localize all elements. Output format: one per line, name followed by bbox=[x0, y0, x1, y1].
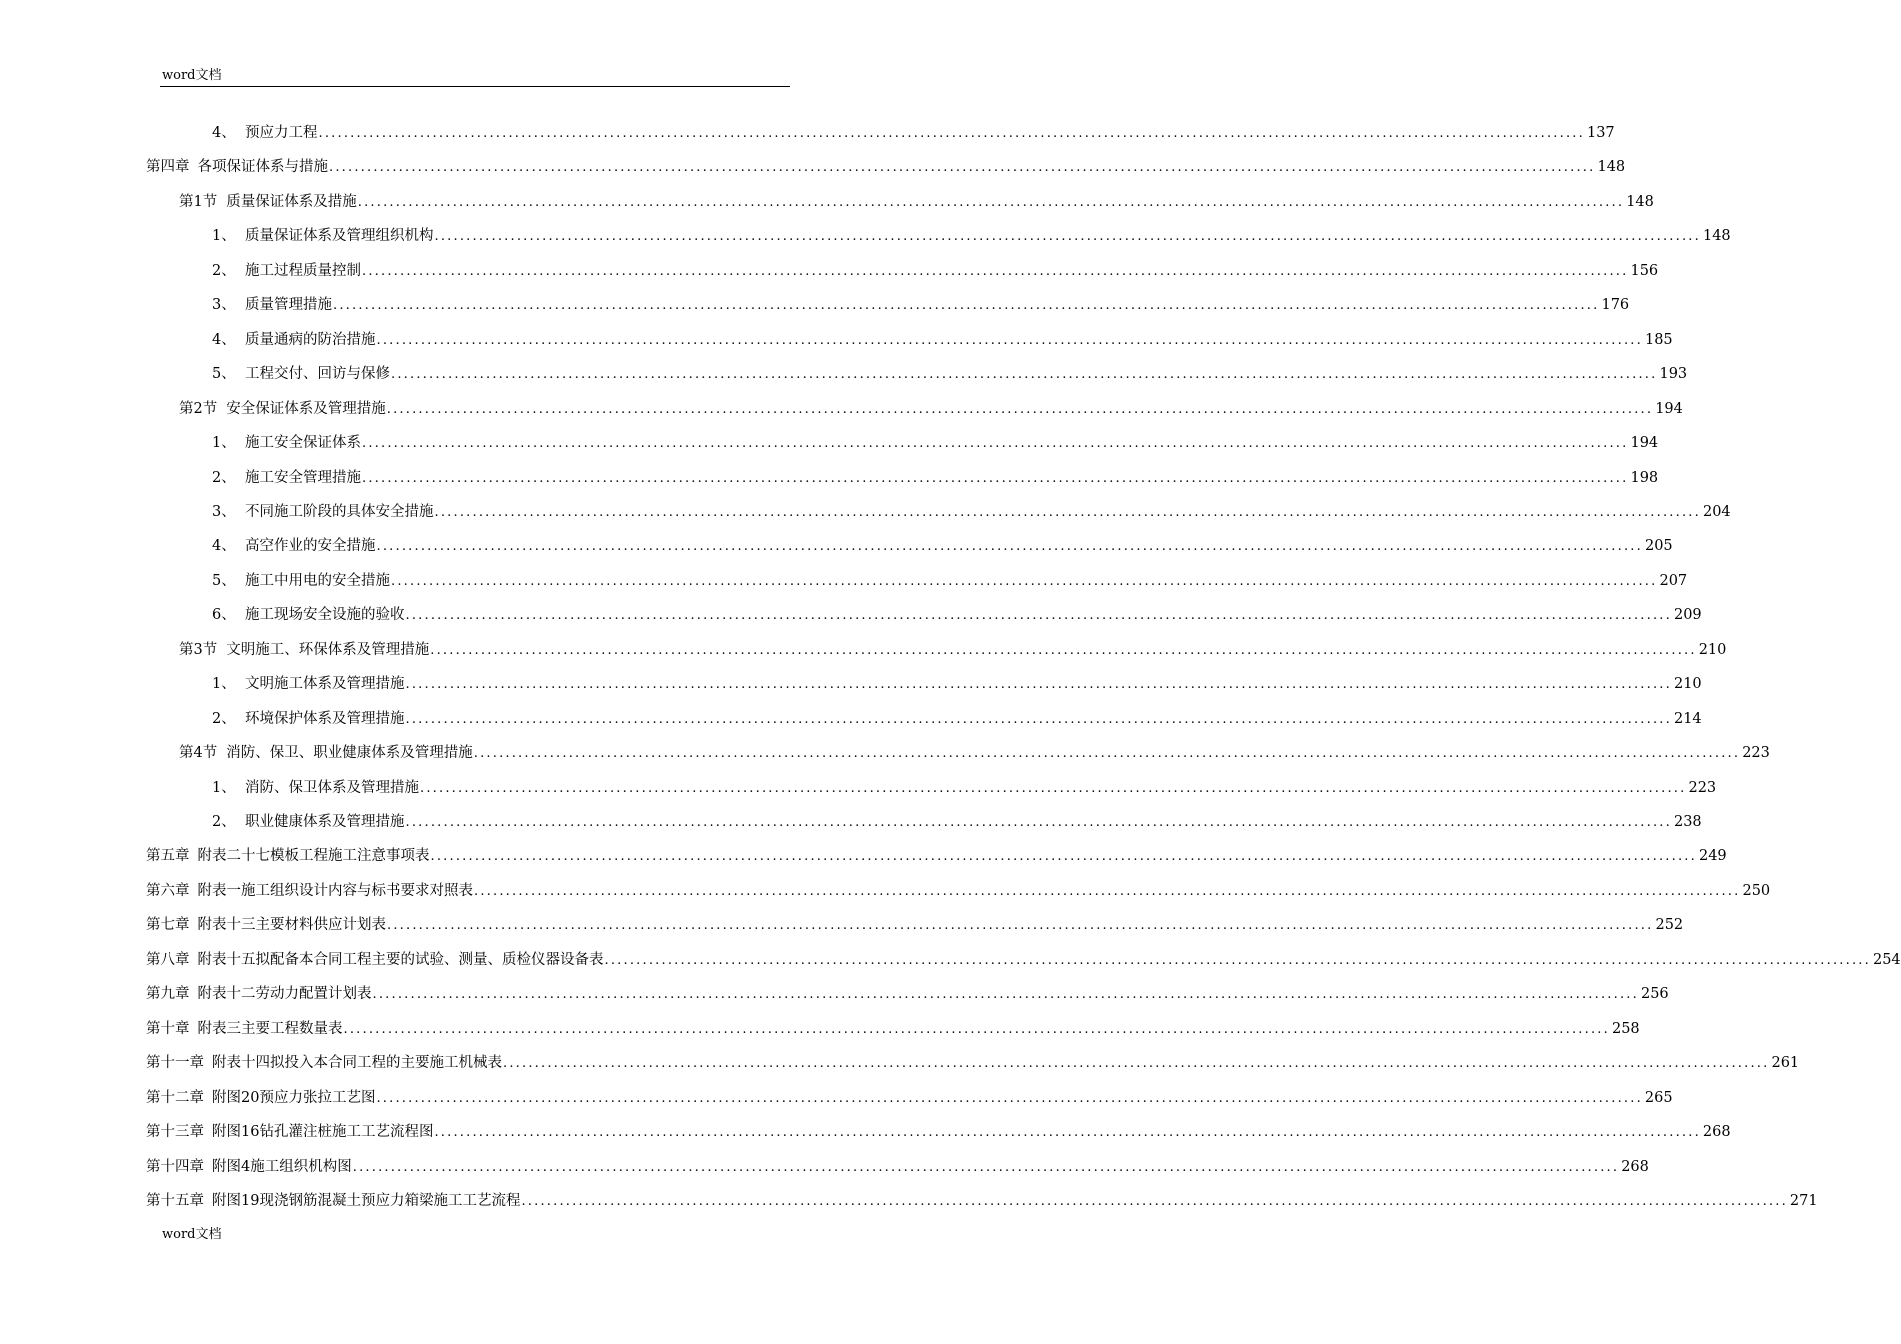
toc-entry-page: 210 bbox=[1698, 642, 1727, 658]
toc-entry-page: 185 bbox=[1644, 332, 1673, 348]
toc-entry[interactable] bbox=[146, 844, 1727, 868]
toc-entry-page: 256 bbox=[1640, 986, 1669, 1002]
toc-entry-number: 第3节 bbox=[179, 642, 218, 658]
toc-entry-number: 第六章 bbox=[146, 883, 190, 899]
toc-entry-title: 质量保证体系及管理组织机构 bbox=[245, 228, 434, 244]
toc-dot-leader: ........................................................................................................................................................................................................ bbox=[372, 987, 1639, 1002]
toc-entry[interactable] bbox=[212, 672, 1702, 696]
toc-entry[interactable] bbox=[212, 293, 1630, 317]
toc-entry-number: 4、 bbox=[212, 332, 236, 348]
toc-entry-title: 附表十三主要材料供应计划表 bbox=[197, 917, 386, 933]
toc-entry[interactable] bbox=[212, 259, 1659, 283]
toc-entry-page: 193 bbox=[1659, 366, 1688, 382]
toc-dot-leader: ........................................................................................................................................................................................................ bbox=[362, 436, 1629, 451]
toc-entry[interactable] bbox=[146, 1189, 1818, 1213]
toc-entry[interactable] bbox=[146, 982, 1669, 1006]
toc-entry[interactable] bbox=[179, 190, 1654, 214]
toc-entry-page: 198 bbox=[1630, 470, 1659, 486]
toc-entry-title: 消防、保卫体系及管理措施 bbox=[245, 780, 419, 796]
toc-dot-leader: ........................................................................................................................................................................................................ bbox=[474, 884, 1741, 899]
toc-dot-leader: ........................................................................................................................................................................................................ bbox=[434, 229, 1701, 244]
toc-dot-leader: ........................................................................................................................................................................................................ bbox=[405, 815, 1672, 830]
toc-entry-number: 2、 bbox=[212, 263, 236, 279]
toc-entry-page: 214 bbox=[1673, 711, 1702, 727]
toc-entry-title: 附表一施工组织设计内容与标书要求对照表 bbox=[197, 883, 473, 899]
toc-entry[interactable] bbox=[212, 431, 1659, 455]
toc-entry-title: 消防、保卫、职业健康体系及管理措施 bbox=[226, 745, 473, 761]
toc-entry-title: 施工过程质量控制 bbox=[245, 263, 361, 279]
toc-entry-title: 附表十二劳动力配置计划表 bbox=[197, 986, 372, 1002]
toc-entry-title: 附表二十七模板工程施工注意事项表 bbox=[197, 848, 430, 864]
toc-entry-number: 1、 bbox=[212, 676, 236, 692]
toc-entry-number: 第1节 bbox=[179, 194, 218, 210]
toc-entry-number: 第2节 bbox=[179, 401, 218, 417]
toc-entry-title: 附表十四拟投入本合同工程的主要施工机械表 bbox=[212, 1055, 502, 1071]
toc-entry-page: 223 bbox=[1688, 780, 1717, 796]
toc-entry[interactable] bbox=[179, 397, 1683, 421]
toc-entry-title: 施工中用电的安全措施 bbox=[245, 573, 390, 589]
toc-entry-title: 安全保证体系及管理措施 bbox=[226, 401, 386, 417]
toc-entry-title: 不同施工阶段的具体安全措施 bbox=[245, 504, 434, 520]
toc-entry[interactable] bbox=[212, 569, 1688, 593]
toc-dot-leader: ........................................................................................................................................................................................................ bbox=[376, 333, 1643, 348]
toc-dot-leader: ........................................................................................................................................................................................................ bbox=[329, 160, 1596, 175]
toc-entry[interactable] bbox=[146, 879, 1771, 903]
toc-dot-leader: ........................................................................................................................................................................................................ bbox=[376, 1091, 1643, 1106]
toc-entry-number: 第十章 bbox=[146, 1021, 190, 1037]
toc-entry-number: 4、 bbox=[212, 538, 236, 554]
toc-entry-number: 第五章 bbox=[146, 848, 190, 864]
toc-entry-number: 第十四章 bbox=[146, 1159, 204, 1175]
toc-entry-page: 271 bbox=[1789, 1193, 1818, 1209]
toc-entry-title: 附图4施工组织机构图 bbox=[212, 1159, 352, 1175]
toc-dot-leader: ........................................................................................................................................................................................................ bbox=[333, 298, 1600, 313]
toc-entry[interactable] bbox=[212, 466, 1659, 490]
header-divider bbox=[160, 86, 790, 87]
toc-entry[interactable] bbox=[212, 224, 1731, 248]
toc-dot-leader: ........................................................................................................................................................................................................ bbox=[391, 367, 1658, 382]
toc-entry-page: 209 bbox=[1673, 607, 1702, 623]
toc-entry-number: 6、 bbox=[212, 607, 236, 623]
toc-entry-number: 1、 bbox=[212, 780, 236, 796]
toc-entry[interactable] bbox=[212, 121, 1615, 145]
toc-entry[interactable] bbox=[146, 1051, 1800, 1075]
toc-entry-number: 第十三章 bbox=[146, 1124, 204, 1140]
toc-entry-page: 265 bbox=[1644, 1090, 1673, 1106]
toc-entry[interactable] bbox=[212, 707, 1702, 731]
toc-entry-title: 施工安全管理措施 bbox=[245, 470, 361, 486]
toc-entry-number: 1、 bbox=[212, 228, 236, 244]
toc-entry[interactable] bbox=[179, 638, 1727, 662]
toc-entry-title: 文明施工、环保体系及管理措施 bbox=[226, 642, 430, 658]
toc-entry-page: 268 bbox=[1702, 1124, 1731, 1140]
toc-entry[interactable] bbox=[179, 741, 1770, 765]
toc-entry-number: 第十五章 bbox=[146, 1193, 204, 1209]
toc-dot-leader: ........................................................................................................................................................................................................ bbox=[430, 849, 1697, 864]
toc-entry[interactable] bbox=[212, 776, 1717, 800]
toc-dot-leader: ........................................................................................................................................................................................................ bbox=[386, 402, 1654, 417]
toc-entry-number: 1、 bbox=[212, 435, 236, 451]
toc-entry-title: 附图19现浇钢筋混凝土预应力箱梁施工工艺流程 bbox=[212, 1193, 521, 1209]
toc-entry-page: 204 bbox=[1702, 504, 1731, 520]
toc-entry-title: 质量通病的防治措施 bbox=[245, 332, 376, 348]
toc-entry-number: 第十二章 bbox=[146, 1090, 204, 1106]
toc-entry-page: 250 bbox=[1742, 883, 1771, 899]
toc-entry-title: 附表三主要工程数量表 bbox=[197, 1021, 343, 1037]
toc-entry[interactable] bbox=[212, 810, 1702, 834]
toc-entry-page: 148 bbox=[1626, 194, 1654, 210]
toc-dot-leader: ........................................................................................................................................................................................................ bbox=[362, 471, 1629, 486]
toc-entry-number: 第八章 bbox=[146, 952, 190, 968]
toc-entry-page: 137 bbox=[1586, 125, 1615, 141]
toc-dot-leader: ........................................................................................................................................................................................................ bbox=[420, 781, 1687, 796]
toc-entry-page: 268 bbox=[1621, 1159, 1649, 1175]
toc-entry[interactable] bbox=[212, 534, 1673, 558]
toc-entry-page: 148 bbox=[1702, 228, 1731, 244]
toc-entry-number: 4、 bbox=[212, 125, 236, 141]
toc-entry-page: 210 bbox=[1673, 676, 1702, 692]
toc-dot-leader: ........................................................................................................................................................................................................ bbox=[430, 643, 1697, 658]
toc-entry-number: 2、 bbox=[212, 814, 236, 830]
toc-entry[interactable] bbox=[146, 1120, 1731, 1144]
toc-entry-page: 258 bbox=[1611, 1021, 1640, 1037]
toc-entry-page: 156 bbox=[1630, 263, 1659, 279]
toc-entry-page: 205 bbox=[1644, 538, 1673, 554]
toc-entry-page: 223 bbox=[1742, 745, 1770, 761]
toc-entry-page: 194 bbox=[1655, 401, 1683, 417]
toc-dot-leader: ........................................................................................................................................................................................................ bbox=[434, 1125, 1701, 1140]
toc-dot-leader: ........................................................................................................................................................................................................ bbox=[434, 505, 1701, 520]
toc-entry[interactable] bbox=[212, 500, 1731, 524]
toc-entry-title: 附图16钻孔灌注桩施工工艺流程图 bbox=[212, 1124, 434, 1140]
toc-entry-number: 2、 bbox=[212, 711, 236, 727]
toc-dot-leader: ........................................................................................................................................................................................................ bbox=[343, 1022, 1610, 1037]
toc-entry-number: 5、 bbox=[212, 573, 236, 589]
toc-entry-title: 环境保护体系及管理措施 bbox=[245, 711, 405, 727]
footer-text: word文档 bbox=[162, 1227, 222, 1242]
toc-dot-leader: ........................................................................................................................................................................................................ bbox=[362, 264, 1629, 279]
toc-entry-title: 附表十五拟配备本合同工程主要的试验、测量、质检仪器设备表 bbox=[197, 952, 604, 968]
toc-entry-number: 第十一章 bbox=[146, 1055, 204, 1071]
toc-entry-number: 2、 bbox=[212, 470, 236, 486]
toc-dot-leader: ........................................................................................................................................................................................................ bbox=[473, 746, 1741, 761]
toc-entry-title: 质量管理措施 bbox=[245, 297, 332, 313]
toc-entry-title: 施工安全保证体系 bbox=[245, 435, 361, 451]
toc-entry-number: 第4节 bbox=[179, 745, 218, 761]
toc-dot-leader: ........................................................................................................................................................................................................ bbox=[318, 126, 1585, 141]
toc-entry[interactable] bbox=[146, 948, 1901, 972]
toc-entry-page: 238 bbox=[1673, 814, 1702, 830]
toc-entry-page: 261 bbox=[1771, 1055, 1800, 1071]
toc-entry[interactable] bbox=[212, 603, 1702, 627]
toc-dot-leader: ........................................................................................................................................................................................................ bbox=[405, 677, 1672, 692]
toc-entry-title: 工程交付、回访与保修 bbox=[245, 366, 390, 382]
toc-entry-page: 252 bbox=[1655, 917, 1684, 933]
toc-dot-leader: ........................................................................................................................................................................................................ bbox=[391, 574, 1658, 589]
toc-entry[interactable] bbox=[146, 1086, 1673, 1110]
toc-dot-leader: ........................................................................................................................................................................................................ bbox=[405, 712, 1672, 727]
toc-entry-page: 176 bbox=[1601, 297, 1630, 313]
toc-entry-title: 各项保证体系与措施 bbox=[197, 159, 328, 175]
toc-dot-leader: ........................................................................................................................................................................................................ bbox=[503, 1056, 1770, 1071]
toc-dot-leader: ........................................................................................................................................................................................................ bbox=[387, 918, 1654, 933]
toc-entry-number: 3、 bbox=[212, 504, 236, 520]
toc-entry-title: 预应力工程 bbox=[245, 125, 318, 141]
toc-entry-number: 5、 bbox=[212, 366, 236, 382]
toc-entry-title: 文明施工体系及管理措施 bbox=[245, 676, 405, 692]
toc-entry-number: 第七章 bbox=[146, 917, 190, 933]
toc-entry-page: 194 bbox=[1630, 435, 1659, 451]
toc-entry-number: 3、 bbox=[212, 297, 236, 313]
toc-dot-leader: ........................................................................................................................................................................................................ bbox=[604, 953, 1871, 968]
toc-entry-number: 第九章 bbox=[146, 986, 190, 1002]
toc-entry[interactable] bbox=[146, 1155, 1649, 1179]
toc-entry[interactable] bbox=[146, 1017, 1640, 1041]
toc-dot-leader: ........................................................................................................................................................................................................ bbox=[357, 195, 1625, 210]
toc-entry[interactable] bbox=[212, 362, 1688, 386]
toc-dot-leader: ........................................................................................................................................................................................................ bbox=[405, 608, 1672, 623]
toc-entry[interactable] bbox=[212, 328, 1673, 352]
toc-dot-leader: ........................................................................................................................................................................................................ bbox=[376, 539, 1643, 554]
toc-entry-page: 207 bbox=[1659, 573, 1688, 589]
header-text: word文档 bbox=[162, 68, 222, 83]
toc-entry-page: 254 bbox=[1872, 952, 1901, 968]
toc-entry-page: 249 bbox=[1698, 848, 1727, 864]
toc-entry-number: 第四章 bbox=[146, 159, 190, 175]
toc-entry-page: 148 bbox=[1597, 159, 1626, 175]
toc-entry[interactable] bbox=[146, 155, 1626, 179]
toc-entry-title: 职业健康体系及管理措施 bbox=[245, 814, 405, 830]
toc-entry-title: 附图20预应力张拉工艺图 bbox=[212, 1090, 376, 1106]
toc-dot-leader: ........................................................................................................................................................................................................ bbox=[521, 1194, 1788, 1209]
toc-entry-title: 施工现场安全设施的验收 bbox=[245, 607, 405, 623]
toc-entry-title: 高空作业的安全措施 bbox=[245, 538, 376, 554]
toc-entry-title: 质量保证体系及措施 bbox=[226, 194, 357, 210]
toc-dot-leader: ........................................................................................................................................................................................................ bbox=[352, 1160, 1620, 1175]
toc-entry[interactable] bbox=[146, 913, 1684, 937]
